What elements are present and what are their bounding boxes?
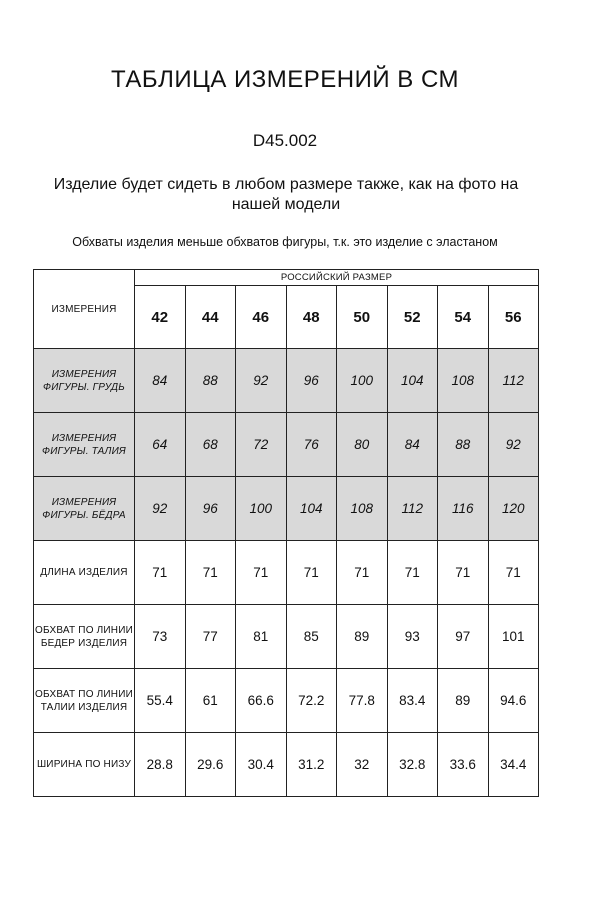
table-cell: 94.6 xyxy=(488,669,539,733)
table-cell: 120 xyxy=(488,477,539,541)
row-label: ИЗМЕРЕНИЯ ФИГУРЫ. БЁДРА xyxy=(34,477,135,541)
table-cell: 92 xyxy=(488,413,539,477)
table-cell: 32 xyxy=(337,733,388,797)
table-cell: 100 xyxy=(236,477,287,541)
size-table xyxy=(33,269,539,797)
size-number: 56 xyxy=(488,286,539,349)
table-cell: 61 xyxy=(185,669,236,733)
size-number: 50 xyxy=(337,286,388,349)
table-cell: 93 xyxy=(387,605,438,669)
table-cell: 104 xyxy=(387,349,438,413)
table-row xyxy=(34,413,539,477)
size-number: 44 xyxy=(185,286,236,349)
page-title: ТАБЛИЦА ИЗМЕРЕНИЙ В СМ xyxy=(110,66,460,93)
table-cell: 29.6 xyxy=(185,733,236,797)
table-cell: 32.8 xyxy=(387,733,438,797)
size-number: 52 xyxy=(387,286,438,349)
stretch-note: Обхваты изделия меньше обхватов фигуры, т.к. это изделие с эластаном xyxy=(72,235,498,249)
table-cell: 81 xyxy=(236,605,287,669)
table-row xyxy=(34,733,539,797)
table-cell: 84 xyxy=(135,349,186,413)
table-cell: 71 xyxy=(387,541,438,605)
table-header-row xyxy=(34,270,539,286)
table-cell: 71 xyxy=(135,541,186,605)
product-code: D45.002 xyxy=(252,131,318,150)
table-cell: 64 xyxy=(135,413,186,477)
table-cell: 85 xyxy=(286,605,337,669)
table-cell: 71 xyxy=(337,541,388,605)
table-row xyxy=(34,349,539,413)
table-cell: 108 xyxy=(438,349,489,413)
table-cell: 71 xyxy=(286,541,337,605)
table-cell: 71 xyxy=(185,541,236,605)
table-row xyxy=(34,605,539,669)
table-cell: 112 xyxy=(387,477,438,541)
table-cell: 100 xyxy=(337,349,388,413)
table-cell: 66.6 xyxy=(236,669,287,733)
table-row xyxy=(34,541,539,605)
table-cell: 101 xyxy=(488,605,539,669)
table-cell: 71 xyxy=(236,541,287,605)
table-cell: 71 xyxy=(488,541,539,605)
table-cell: 84 xyxy=(387,413,438,477)
table-cell: 83.4 xyxy=(387,669,438,733)
fit-note: Изделие будет сидеть в любом размере также, как на фото на нашей модели xyxy=(53,176,519,213)
table-cell: 31.2 xyxy=(286,733,337,797)
table-cell: 77.8 xyxy=(337,669,388,733)
table-cell: 96 xyxy=(185,477,236,541)
row-label: ОБХВАТ ПО ЛИНИИ ТАЛИИ ИЗДЕЛИЯ xyxy=(34,669,135,733)
table-cell: 34.4 xyxy=(488,733,539,797)
row-label: ИЗМЕРЕНИЯ ФИГУРЫ. ТАЛИЯ xyxy=(34,413,135,477)
table-cell: 77 xyxy=(185,605,236,669)
table-cell: 89 xyxy=(337,605,388,669)
table-row xyxy=(34,477,539,541)
table-cell: 30.4 xyxy=(236,733,287,797)
table-cell: 28.8 xyxy=(135,733,186,797)
table-row xyxy=(34,669,539,733)
table-cell: 92 xyxy=(135,477,186,541)
table-cell: 80 xyxy=(337,413,388,477)
table-cell: 92 xyxy=(236,349,287,413)
table-cell: 88 xyxy=(438,413,489,477)
table-cell: 108 xyxy=(337,477,388,541)
row-label: ДЛИНА ИЗДЕЛИЯ xyxy=(34,541,135,605)
size-number: 46 xyxy=(236,286,287,349)
table-cell: 55.4 xyxy=(135,669,186,733)
table-cell: 71 xyxy=(438,541,489,605)
table-cell: 104 xyxy=(286,477,337,541)
table-cell: 88 xyxy=(185,349,236,413)
measurements-header: ИЗМЕРЕНИЯ xyxy=(34,270,135,349)
table-cell: 76 xyxy=(286,413,337,477)
table-cell: 68 xyxy=(185,413,236,477)
row-label: ШИРИНА ПО НИЗУ xyxy=(34,733,135,797)
table-cell: 72.2 xyxy=(286,669,337,733)
size-number: 42 xyxy=(135,286,186,349)
table-cell: 112 xyxy=(488,349,539,413)
table-cell: 89 xyxy=(438,669,489,733)
table-cell: 33.6 xyxy=(438,733,489,797)
row-label: ОБХВАТ ПО ЛИНИИ БЕДЕР ИЗДЕЛИЯ xyxy=(34,605,135,669)
table-cell: 72 xyxy=(236,413,287,477)
row-label: ИЗМЕРЕНИЯ ФИГУРЫ. ГРУДЬ xyxy=(34,349,135,413)
table-cell: 116 xyxy=(438,477,489,541)
table-cell: 96 xyxy=(286,349,337,413)
size-number: 54 xyxy=(438,286,489,349)
size-number: 48 xyxy=(286,286,337,349)
table-cell: 73 xyxy=(135,605,186,669)
table-cell: 97 xyxy=(438,605,489,669)
size-group-header: РОССИЙСКИЙ РАЗМЕР xyxy=(135,270,539,286)
